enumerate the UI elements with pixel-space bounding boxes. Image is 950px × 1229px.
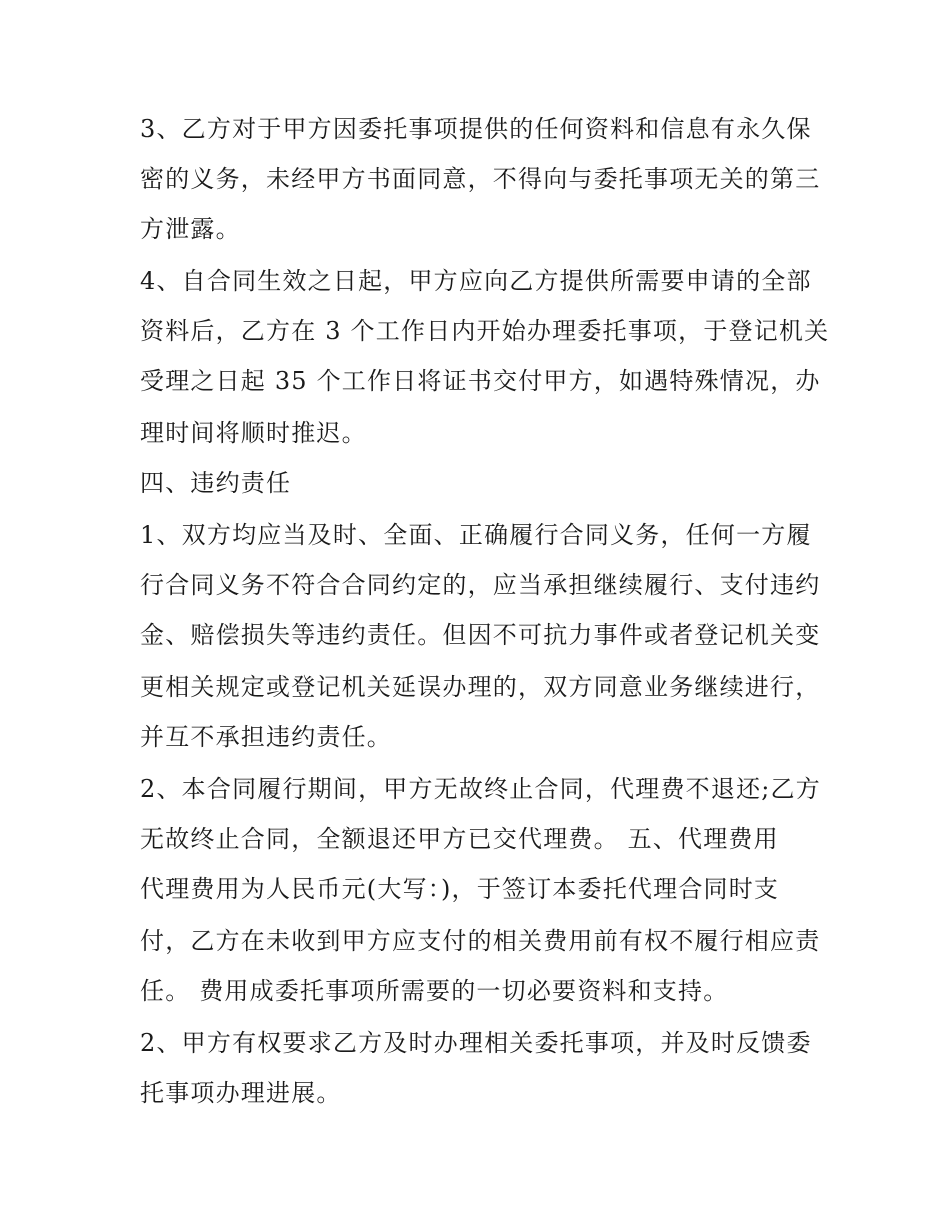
text-line: 资料后，乙方在 3 个工作日内开始办理委托事项，于登记机关 <box>140 317 830 345</box>
text-line: 任。 费用成委托事项所需要的一切必要资料和支持。 <box>140 977 729 1005</box>
text-line: 2、甲方有权要求乙方及时办理相关委托事项，并及时反馈委 <box>140 1029 812 1057</box>
text-line: 并互不承担违约责任。 <box>140 723 392 751</box>
text-line: 行合同义务不符合合同约定的，应当承担继续履行、支付违约 <box>140 571 821 599</box>
text-line: 方泄露。 <box>140 215 241 243</box>
text-line: 付，乙方在未收到甲方应支付的相关费用前有权不履行相应责 <box>140 927 821 955</box>
text-line: 更相关规定或登记机关延误办理的，双方同意业务继续进行， <box>140 673 821 701</box>
text-line: 受理之日起 35 个工作日将证书交付甲方，如遇特殊情况，办 <box>140 367 821 395</box>
text-line: 理时间将顺时推迟。 <box>140 419 367 447</box>
text-line: 金、赔偿损失等违约责任。但因不可抗力事件或者登记机关变 <box>140 621 821 649</box>
text-line: 3、乙方对于甲方因委托事项提供的任何资料和信息有永久保 <box>140 115 812 143</box>
section-heading: 四、违约责任 <box>140 469 292 497</box>
text-line: 2、本合同履行期间，甲方无故终止合同，代理费不退还;乙方 <box>140 775 821 803</box>
text-line: 4、自合同生效之日起，甲方应向乙方提供所需要申请的全部 <box>140 267 812 295</box>
text-line: 无故终止合同，全额退还甲方已交代理费。 五、代理费用 <box>140 825 779 853</box>
text-line: 托事项办理进展。 <box>140 1079 342 1107</box>
text-line: 代理费用为人民币元(大写：)，于签订本委托代理合同时支 <box>140 875 780 903</box>
text-line: 1、双方均应当及时、全面、正确履行合同义务，任何一方履 <box>140 521 812 549</box>
text-line: 密的义务，未经甲方书面同意，不得向与委托事项无关的第三 <box>140 165 821 193</box>
